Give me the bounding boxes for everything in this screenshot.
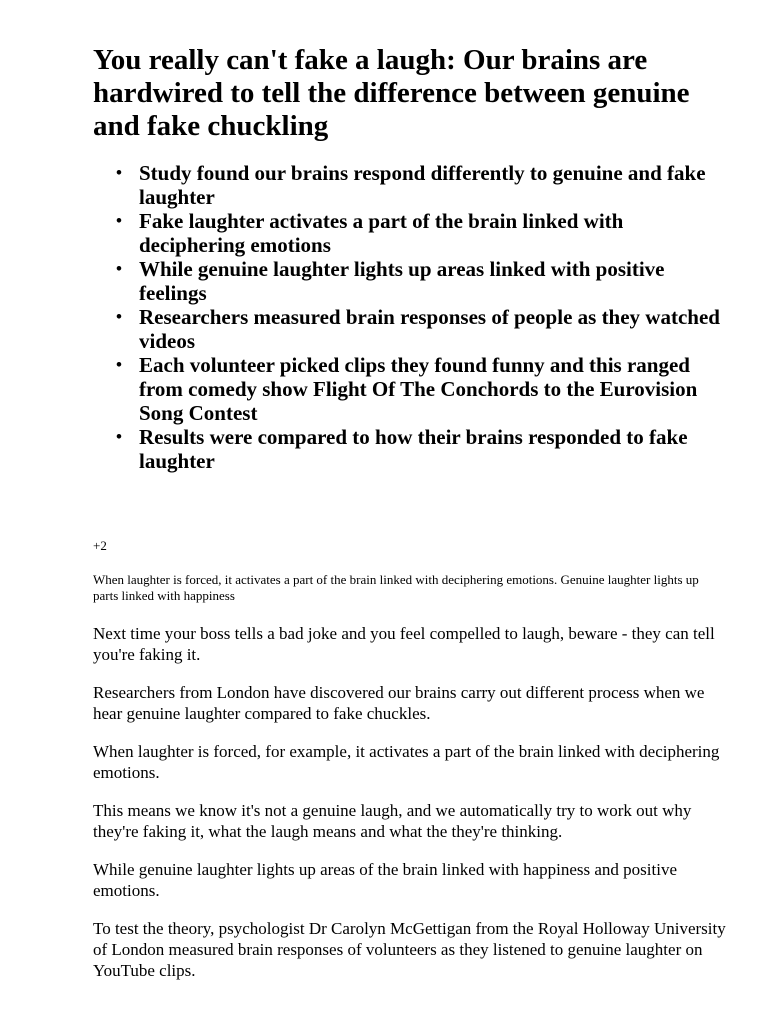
summary-bullet [93, 209, 733, 257]
bullet-icon: • [116, 163, 122, 182]
article-header [93, 44, 733, 473]
bullet-icon: • [116, 211, 122, 230]
article-body [93, 623, 728, 998]
body-paragraph: When laughter is forced, for example, it activates a part of the brain linked with deciphering emotions. [93, 742, 720, 782]
bullet-icon: • [116, 259, 122, 278]
image-count-link[interactable]: +2 [93, 538, 107, 553]
summary-bullet [93, 257, 733, 305]
body-paragraph: Next time your boss tells a bad joke and you feel compelled to laugh, beware - they can tell you're faking it. [93, 624, 715, 664]
summary-bullet-text: Each volunteer picked clips they found funny and this ranged from comedy show Flight Of The Conchords to the Eurovision Song Contest [139, 353, 698, 425]
summary-bullet-list [93, 161, 733, 473]
summary-bullet [93, 305, 733, 353]
summary-bullet [93, 353, 733, 425]
summary-bullet-text: Results were compared to how their brains responded to fake laughter [139, 425, 688, 473]
bullet-icon: • [116, 307, 122, 326]
image-caption: When laughter is forced, it activates a part of the brain linked with deciphering emotions. Genuine laughter lights up parts linked with happiness [93, 572, 699, 603]
summary-bullet-text: Fake laughter activates a part of the brain linked with deciphering emotions [139, 209, 624, 257]
body-paragraph: This means we know it's not a genuine laugh, and we automatically try to work out why they're faking it, what the laugh means and what the they're thinking. [93, 801, 692, 841]
body-paragraph: While genuine laughter lights up areas of the brain linked with happiness and positive emotions. [93, 860, 677, 900]
bullet-icon: • [116, 355, 122, 374]
summary-bullet-text: Study found our brains respond differently to genuine and fake laughter [139, 161, 706, 209]
summary-bullet-text: While genuine laughter lights up areas linked with positive feelings [139, 257, 665, 305]
summary-bullet [93, 161, 733, 209]
summary-bullet-text: Researchers measured brain responses of people as they watched videos [139, 305, 720, 353]
body-paragraph: To test the theory, psychologist Dr Carolyn McGettigan from the Royal Holloway University of London measured brain responses of volunteers as they listened to genuine laughter on YouTube clips. [93, 919, 726, 980]
body-paragraph: Researchers from London have discovered our brains carry out different process when we hear genuine laughter compared to fake chuckles. [93, 683, 705, 723]
bullet-icon: • [116, 427, 122, 446]
summary-bullet [93, 425, 733, 473]
article-headline: You really can't fake a laugh: Our brains are hardwired to tell the difference between genuine and fake chuckling [93, 44, 690, 142]
